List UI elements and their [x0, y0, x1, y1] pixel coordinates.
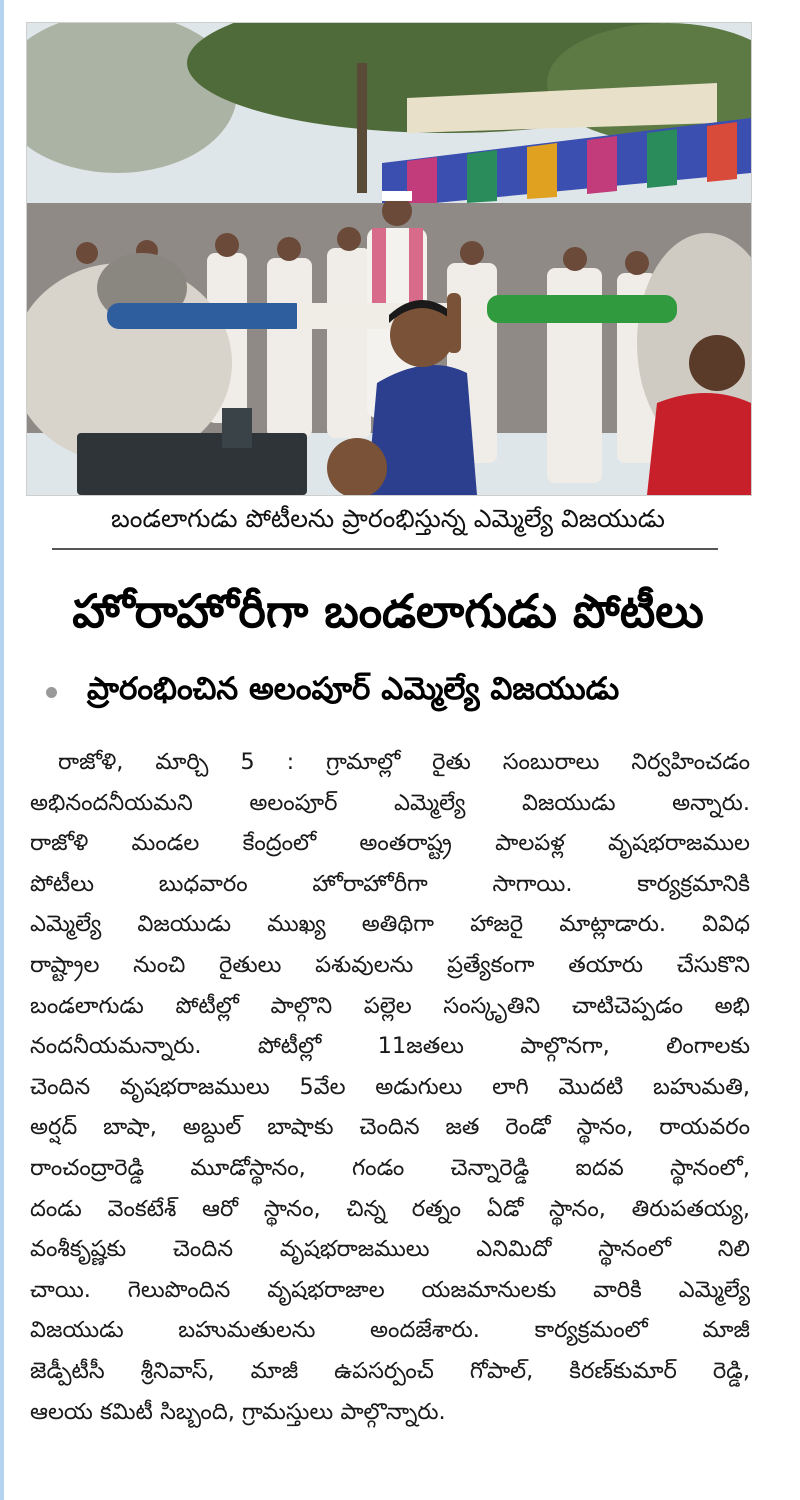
- article-body-line: దండు వెంకటేశ్ ఆరో స్థానం, చిన్న రత్నం ఏడో స్థానం, తిరుపతయ్య,: [30, 1195, 750, 1222]
- article-body-line: వంశీకృష్ణకు చెందిన వృషభరాజములు ఎనిమిదో స్థానంలో నిలి: [30, 1236, 750, 1263]
- article-body-line: బండలాగుడు పోటీల్లో పాల్గొని పల్లెల సంస్కృతిని చాటిచెప్పడం అభి: [30, 992, 750, 1019]
- article-body-line: ఎమ్మెల్యే విజయుడు ముఖ్య అతిథిగా హాజరై మాట్లాడారు. వివిధ: [30, 911, 750, 938]
- bullet-icon: [46, 687, 57, 698]
- page-edge-rule: [0, 0, 4, 1500]
- article-body: [30, 742, 750, 1432]
- article-body-line: రాజోళి, మార్చి 5 : గ్రామాల్లో రైతు సంబురాలు నిర్వహించడం: [58, 749, 750, 775]
- article-body-line: రాజోళి మండల కేంద్రంలో అంతరాష్ట్ర పాలపళ్ల వృషభరాజముల: [30, 830, 750, 857]
- article-body-line: రాష్ట్రాల నుంచి రైతులు పశువులను ప్రత్యేకంగా తయారు చేసుకొని: [30, 951, 750, 978]
- article-body-line: నందనీయమన్నారు. పోటీల్లో 11జతలు పాల్గొనగా, లింగాలకు: [30, 1033, 750, 1060]
- article-subhead: [46, 664, 750, 720]
- news-photo: [26, 22, 752, 496]
- article-body-line: చాయి. గెలుపొందిన వృషభరాజాల యజమానులకు వారికి ఎమ్మెల్యే: [30, 1276, 750, 1303]
- photo-caption: బండలాగుడు పోటీలను ప్రారంభిస్తున్న ఎమ్మెల్యే విజయుడు: [111, 504, 665, 533]
- article-body-line: అర్షద్ బాషా, అబ్దుల్ బాషాకు చెందిన జత రెండో స్థానం, రాయవరం: [30, 1114, 750, 1141]
- article-body-line: ఆలయ కమిటీ సిబ్బంది, గ్రామస్తులు పాల్గొన్నారు.: [30, 1398, 446, 1425]
- article-body-line: పోటీలు బుధవారం హోరాహోరీగా సాగాయి. కార్యక్రమానికి: [30, 870, 750, 897]
- article-headline: హోరాహోరీగా బండలాగుడు పోటీలు: [72, 584, 704, 638]
- article-body-line: విజయుడు బహుమతులను అందజేశారు. కార్యక్రమంలో మాజీ: [30, 1317, 750, 1344]
- article-body-line: రాంచంద్రారెడ్డి మూడోస్థానం, గండం చెన్నారెడ్డి ఐదవ స్థానంలో,: [30, 1154, 750, 1181]
- photo-illustration: [27, 23, 751, 495]
- article-subhead-text: ప్రారంభించిన అలంపూర్ ఎమ్మెల్యే విజయుడు: [87, 670, 620, 707]
- photo-tree-trunk: [357, 63, 367, 193]
- article-body-line: అభినందనీయమని అలంపూర్ ఎమ్మెల్యే విజయుడు అన్నారు.: [30, 789, 750, 816]
- caption-divider: [52, 548, 718, 550]
- article-body-line: జెడ్పీటీసీ శ్రీనివాస్, మాజీ ఉపసర్పంచ్ గోపాల్, కిరణ్‌కుమార్ రెడ్డి,: [30, 1357, 750, 1384]
- article-body-line: చెందిన వృషభరాజములు 5వేల అడుగులు లాగి మొదటి బహుమతి,: [30, 1073, 750, 1100]
